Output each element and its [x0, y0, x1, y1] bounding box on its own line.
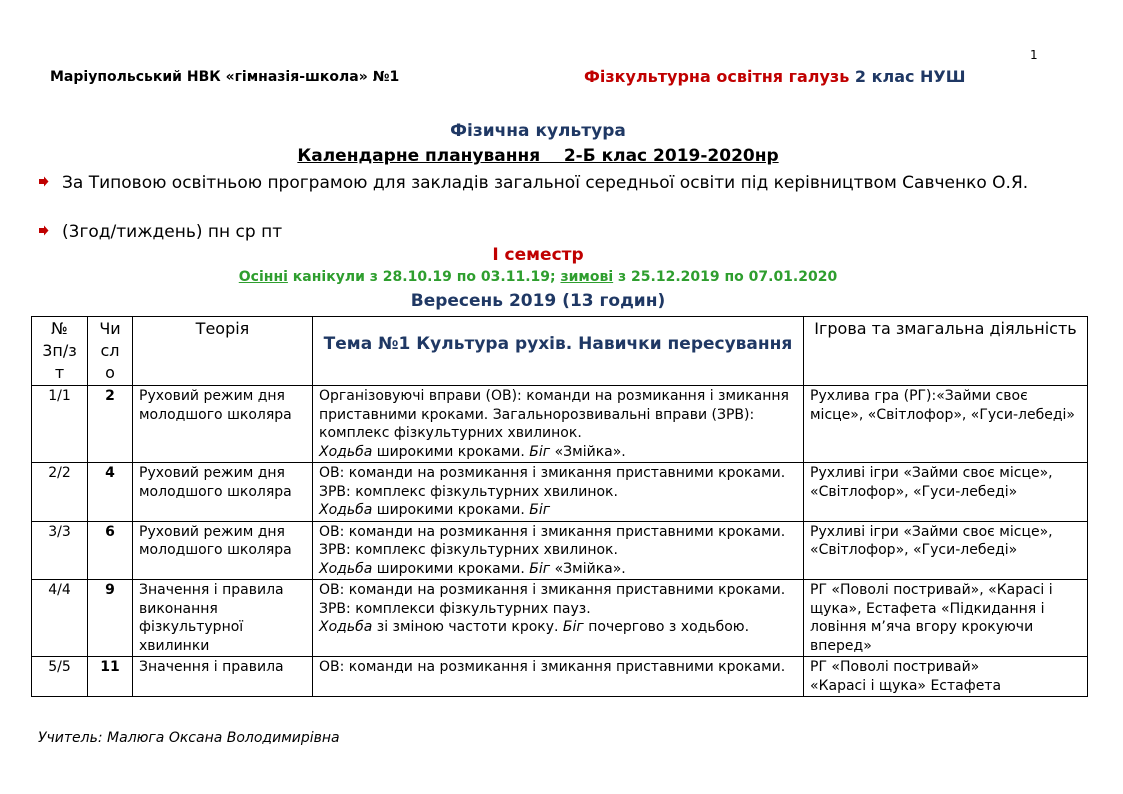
run-label: Біг: [529, 443, 551, 460]
content-text: ОВ: команди на розмикання і змикання приставними кроками. ЗРВ: комплекс фізкультурних хвилинок.: [319, 523, 786, 558]
plan-title: Календарне планування 2-Б клас 2019-2020нр: [297, 146, 779, 166]
run-text: «Змійка».: [550, 560, 626, 577]
walk-label: Ходьба: [319, 502, 373, 518]
walk-label: Ходьба: [319, 619, 373, 635]
winter-dates: з 25.12.2019 по 07.01.2020: [613, 269, 838, 285]
table-row: [32, 521, 1088, 580]
walk-text: зі зміною частоти кроку.: [372, 619, 563, 635]
game-line-1: РГ «Поволі постривай»: [810, 659, 980, 675]
winter-word: зимові: [560, 269, 614, 285]
row-game: Рухлива гра (РГ):«Займи своє місце», «Світлофор», «Гуси-лебеді»: [804, 386, 1088, 463]
walk-text: широкими кроками.: [372, 502, 530, 518]
row-content: ОВ: команди на розмикання і змикання приставними кроками.: [313, 657, 804, 697]
row-content: [313, 580, 804, 657]
table-row: [32, 580, 1088, 657]
game-line-2: «Карасі і щука» Естафета: [810, 677, 1002, 694]
row-game: РГ «Поволі постривай», «Карасі і щука», Естафета «Підкидання і ловіння м’яча вгору крокуючи вперед»: [804, 580, 1088, 657]
semester-title: І семестр: [492, 245, 584, 265]
row-number: 5/5: [32, 657, 88, 697]
arrow-bullet-icon: [38, 176, 49, 187]
teacher-signature-line: Учитель: Малюга Оксана Володимирівна: [38, 730, 340, 746]
row-game: [804, 657, 1088, 697]
autumn-dates: канікули з 28.10.19 по 03.11.19;: [287, 269, 561, 285]
plan-table: [31, 316, 1088, 697]
header-theory: Теорія: [133, 317, 313, 386]
row-number: 4/4: [32, 580, 88, 657]
month-title: Вересень 2019 (13 годин): [410, 291, 666, 311]
autumn-word: Осінні: [238, 269, 288, 285]
row-theory: Значення і правила: [133, 657, 313, 697]
run-label: Біг: [529, 560, 551, 577]
row-hours: 9: [88, 580, 133, 657]
row-number: 3/3: [32, 521, 88, 580]
table-row: [32, 657, 1088, 697]
subject-title: Фізична культура: [450, 121, 626, 141]
row-number: 1/1: [32, 386, 88, 463]
bullet-program-text: За Типовою освітньою програмою для закладів загальної середньої освіти під керівництвом Савченко О.Я.: [62, 173, 1029, 193]
walk-label: Ходьба: [319, 560, 373, 577]
row-theory: Значення і правила виконання фізкультурної хвилинки: [133, 580, 313, 657]
walk-label: Ходьба: [319, 443, 373, 460]
row-hours: 11: [88, 657, 133, 697]
content-text: ОВ: команди на розмикання і змикання приставними кроками.: [319, 582, 786, 598]
run-text: «Змійка».: [550, 443, 626, 460]
bullet-program: [38, 171, 1062, 195]
row-theory: Руховий режим дня молодшого школяра: [133, 386, 313, 463]
header-game: Ігрова та змагальна діяльність: [804, 317, 1088, 386]
content-text: Організовуючі вправи (ОВ): команди на розмикання і змикання приставними кроками. Загальнорозвивальні вправи (ЗРВ): комплекс фізкультурних хвилинок.: [319, 388, 789, 441]
row-theory: Руховий режим дня молодшого школяра: [133, 521, 313, 580]
page-number: 1: [1030, 48, 1038, 62]
row-number: 2/2: [32, 463, 88, 522]
row-game: Рухливі ігри «Займи своє місце», «Світлофор», «Гуси-лебеді»: [804, 521, 1088, 580]
walk-text: широкими кроками.: [372, 560, 530, 577]
run-label: Біг: [529, 502, 551, 518]
table-header-row: [32, 317, 1088, 386]
walk-text: широкими кроками.: [372, 443, 530, 460]
header-hours: Чи сл о: [88, 317, 133, 386]
row-hours: 4: [88, 463, 133, 522]
education-field: Фізкультурна освітня галузь: [584, 67, 850, 86]
row-content: [313, 386, 804, 463]
row-theory: Руховий режим дня молодшого школяра: [133, 463, 313, 522]
row-content: [313, 463, 804, 522]
bullet-schedule-text: (3год/тиждень) пн ср пт: [62, 222, 283, 242]
arrow-bullet-icon: [38, 225, 49, 236]
content-text-2: ЗРВ: комплекси фізкультурних пауз.: [319, 600, 591, 617]
header-topic: Тема №1 Культура рухів. Навички пересування: [313, 317, 804, 386]
school-name: Маріупольський НВК «гімназія-школа» №1: [50, 69, 400, 85]
holidays-line: [0, 269, 1076, 285]
run-text: почергово з ходьбою.: [583, 619, 750, 635]
row-content: [313, 521, 804, 580]
row-hours: 6: [88, 521, 133, 580]
header-field-grade: [584, 67, 966, 86]
table-row: [32, 463, 1088, 522]
content-text: ОВ: команди на розмикання і змикання приставними кроками. ЗРВ: комплекс фізкультурних хвилинок.: [319, 465, 786, 500]
grade-label: 2 клас НУШ: [854, 67, 966, 86]
row-game: Рухливі ігри «Займи своє місце», «Світлофор», «Гуси-лебеді»: [804, 463, 1088, 522]
table-row: [32, 386, 1088, 463]
row-hours: 2: [88, 386, 133, 463]
bullet-schedule: [38, 220, 1062, 244]
run-label: Біг: [562, 619, 584, 635]
header-num: № 3п/з т: [32, 317, 88, 386]
